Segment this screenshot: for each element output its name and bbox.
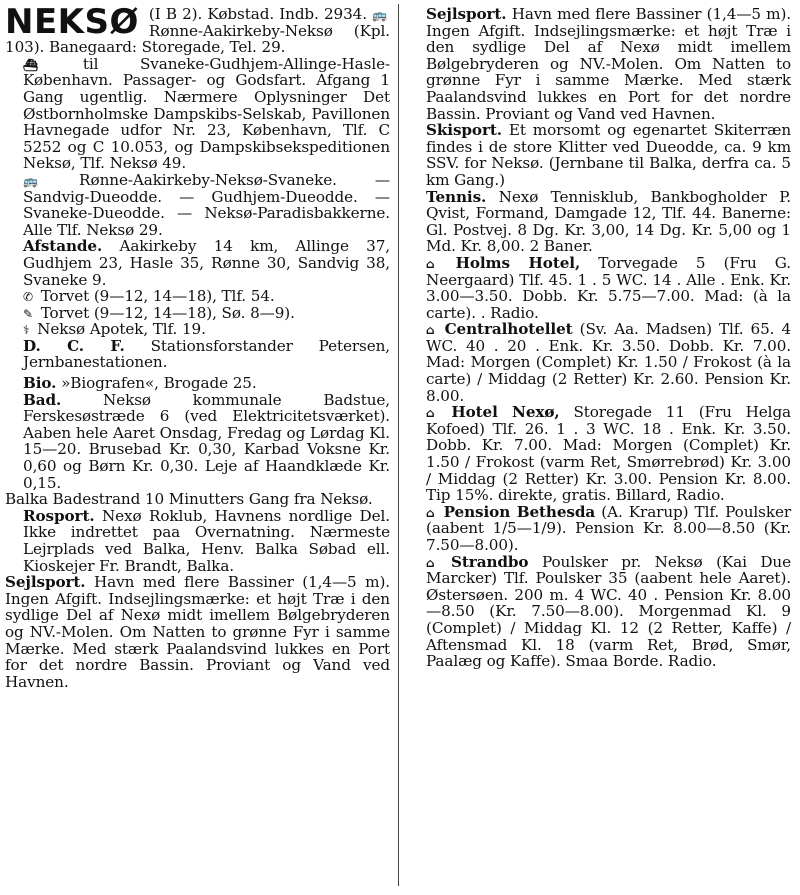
hotel-central-entry bbox=[408, 321, 791, 404]
dcf-heading: D. C. F. bbox=[23, 336, 125, 355]
ski-heading: Skisport. bbox=[426, 121, 502, 140]
ski-text: Et morsomt og egenartet Skiterræn findes i de store Klitter ved Dueodde, ca. 9 km SSV. for Neksø. (Jernbane til Balka, derfra ca. 5 km Gang.) bbox=[426, 121, 791, 189]
hotel-icon: ⌂ bbox=[426, 256, 435, 271]
sailing-heading: Sejlsport. bbox=[426, 5, 507, 23]
bus-icon: 🚌 bbox=[372, 8, 388, 22]
tennis-text: Nexø Tennisklub, Bankbogholder P. Qvist, Formand, Damgade 12, Tlf. 44. Banerne: Gl. Postvej. 8 Dg. Kr. 3,00, 14 Dg. Kr. 5,00 og 1 Md. Kr. 8,00. 2 Baner. bbox=[426, 187, 791, 256]
ship-text: til Svaneke-Gudhjem-Allinge-Hasle-København. Passager- og Godsfart. Afgang 1 Gang ugentlig. Nærmere Oplysninger Det Østbornholmske Dampskibs-Selskab, Pavillonen Havnegade udfor Nr. 23, København, Tlf. C 5252 og C 10.053, og Dampskibsekspeditionen Neksø, Tlf. Neksø 49. bbox=[23, 54, 390, 173]
sailing-entry bbox=[408, 6, 791, 122]
rowing-entry bbox=[5, 508, 390, 574]
sailing-text: Havn med flere Bassiner (1,4—5 m). Ingen Afgift. Indsejlingsmærke: et højt Træ i den sydlige Del af Nexø midt imellem Bølgebryderen og NV.-Molen. Om Natten to grønne Fyr i samme Mærke. Med stærk Paalandsvind lukkes en Port for det nordre Bassin. Proviant og Vand ved Havnen. bbox=[5, 573, 391, 691]
telegraph-text: Torvet (9—12, 14—18), Sø. 8—9). bbox=[40, 303, 295, 322]
hotel-central-text: (Sv. Aa. Madsen) Tlf. 65. 4 WC. 40 . 20 . Enk. Kr. 3.50. Dobb. Kr. 7.00. Mad: Morgen (Complet) Kr. 1.50 / Frokost (à la carte) / Middag (2 Retter) Kr. 2.60. Pension Kr. 8.00. bbox=[426, 320, 792, 405]
post-text: Torvet (9—12, 14—18), Tlf. 54. bbox=[40, 287, 275, 306]
dcf-text: Stationsforstander Petersen, Jernbanestationen. bbox=[23, 336, 391, 372]
distances-heading: Afstande. bbox=[23, 237, 103, 256]
sailing-heading: Sejlsport. bbox=[5, 573, 86, 592]
strandbo-heading: Strandbo bbox=[451, 552, 529, 571]
pharmacy-icon: ⚕ bbox=[23, 323, 30, 338]
post-icon: ✆ bbox=[23, 290, 33, 305]
ski-entry bbox=[408, 122, 791, 188]
telegraph-icon: ✎ bbox=[23, 306, 33, 321]
cinema-entry bbox=[5, 375, 390, 392]
hotel-nexo-entry bbox=[408, 404, 791, 504]
town-entry bbox=[5, 2, 390, 57]
bus-icon: 🚌 bbox=[23, 173, 38, 188]
hotel-nexo-heading: Hotel Nexø, bbox=[451, 403, 560, 422]
tennis-heading: Tennis. bbox=[426, 187, 487, 206]
hotel-icon: ⌂ bbox=[426, 406, 435, 421]
pension-bethesda-entry bbox=[408, 504, 791, 554]
bus-text: Rønne-Aakirkeby-Neksø-Svaneke. — Sandvig-Dueodde. — Gudhjem-Dueodde. — Svaneke-Dueodde. — Neksø-Paradisbakkerne. Alle Tlf. Neksø 29. bbox=[23, 170, 390, 239]
distances-text: Aakirkeby 14 km, Allinge 37, Gudhjem 23, Hasle 35, Rønne 30, Sandvig 38, Svaneke 9. bbox=[23, 237, 390, 289]
hotel-icon: ⌂ bbox=[426, 323, 435, 338]
hotel-central-heading: Centralhotellet bbox=[444, 320, 573, 339]
hotel-holms-heading: Holms Hotel, bbox=[455, 253, 581, 272]
sailing-text: Havn med flere Bassiner (1,4—5 m). Ingen Afgift. Indsejlingsmærke: et højt Træ i den sydlige Del af Nexø midt imellem Bølgebryderen og NV.-Molen. Om Natten to grønne Fyr i samme Mærke. Med stærk Paalandsvind lukkes en Port for det nordre Bassin. Proviant og Vand ved Havnen. bbox=[426, 5, 792, 123]
cinema-text: »Biografen«, Brogade 25. bbox=[61, 374, 257, 393]
pharmacy-entry bbox=[5, 321, 390, 338]
bus-entry bbox=[5, 172, 390, 238]
cinema-heading: Bio. bbox=[23, 374, 57, 393]
sailing-entry bbox=[5, 574, 390, 690]
strandbo-text: Poulsker pr. Neksø (Kai Due Marcker) Tlf. Poulsker 35 (aabent hele Aaret). Østersøen. 200 m. 4 WC. 40 . Pension Kr. 8.00—8.50 (Kr. 7.50—8.00). Morgenmad Kl. 9 (Complet) / Middag Kl. 12 (2 Retter, Kaffe) / Aftensmad Kl. 18 (varm Ret, Brød, Smør, Paalæg og Kaffe). Smaa Borde. Radio. bbox=[426, 552, 792, 671]
distances-entry bbox=[5, 238, 390, 288]
tennis-entry bbox=[408, 189, 791, 255]
rowing-text: Nexø Roklub, Havnens nordlige Del. Ikke indrettet paa Overnatning. Nærmeste Lejrplads ved Balka, Henv. Balka Søbad ell. Kioskejer Fr. Brandt, Balka. bbox=[23, 506, 390, 575]
post-entry bbox=[5, 288, 390, 305]
town-info: (I B 2). Købstad. Indb. 2934. bbox=[148, 5, 367, 23]
bath-entry bbox=[5, 392, 390, 492]
right-column bbox=[408, 6, 791, 670]
hotel-holms-text: Torvegade 5 (Fru G. Neergaard) Tlf. 45. 1 . 5 WC. 14 . Alle . Enk. Kr. 3.00—3.50. Dobb. Kr. 5.75—7.00. Mad: (à la carte). . Radio. bbox=[426, 253, 791, 322]
beach-entry bbox=[5, 491, 390, 508]
town-title: NEKSØ bbox=[5, 2, 139, 42]
pharmacy-text: Neksø Apotek, Tlf. 19. bbox=[37, 320, 206, 339]
rail-info: Rønne-Aakirkeby-Neksø (Kpl. 103). Banegaard: Storegade, Tel. 29. bbox=[5, 21, 390, 57]
left-column bbox=[5, 2, 391, 691]
strandbo-entry bbox=[408, 554, 791, 670]
bath-text: Neksø kommunale Badstue, Ferskesøstræde 6 (ved Elektricitetsværket). Aaben hele Aaret Onsdag, Fredag og Lørdag Kl. 15—20. Brusebad Kr. 0,30, Karbad Voksne Kr. 0,60 og Børn Kr. 0,30. Leje af Haandklæde Kr. 0,15. bbox=[23, 390, 391, 492]
hotel-nexo-text: Storegade 11 (Fru Helga Kofoed) Tlf. 26. 1 . 3 WC. 18 . Enk. Kr. 3.50. Dobb. Kr. 7.00. Mad: Morgen (Complet) Kr. 1.50 / Frokost (varm Ret, Smørrebrød) Kr. 3.00 / Middag (2 Retter) Kr. 3.00. Pension Kr. 8.00. Tip 15%. direkte, gratis. Billard, Radio. bbox=[426, 403, 792, 505]
column-divider bbox=[398, 4, 399, 886]
pension-icon: ⌂ bbox=[426, 505, 435, 520]
pension-icon: ⌂ bbox=[426, 555, 435, 570]
pension-bethesda-text: (A. Krarup) Tlf. Poulsker (aabent 1/5—1/9). Pension Kr. 8.00—8.50 (Kr. 7.50—8.00). bbox=[426, 502, 791, 554]
ship-entry bbox=[5, 56, 390, 172]
beach-text: Balka Badestrand 10 Minutters Gang fra Neksø. bbox=[5, 490, 373, 509]
hotel-holms-entry bbox=[408, 255, 791, 321]
pension-bethesda-heading: Pension Bethesda bbox=[443, 502, 596, 521]
ship-icon: ⛴ bbox=[23, 57, 39, 72]
rowing-heading: Rosport. bbox=[23, 506, 95, 525]
bath-heading: Bad. bbox=[23, 390, 62, 409]
dcf-entry bbox=[5, 338, 390, 371]
telegraph-entry bbox=[5, 305, 390, 322]
